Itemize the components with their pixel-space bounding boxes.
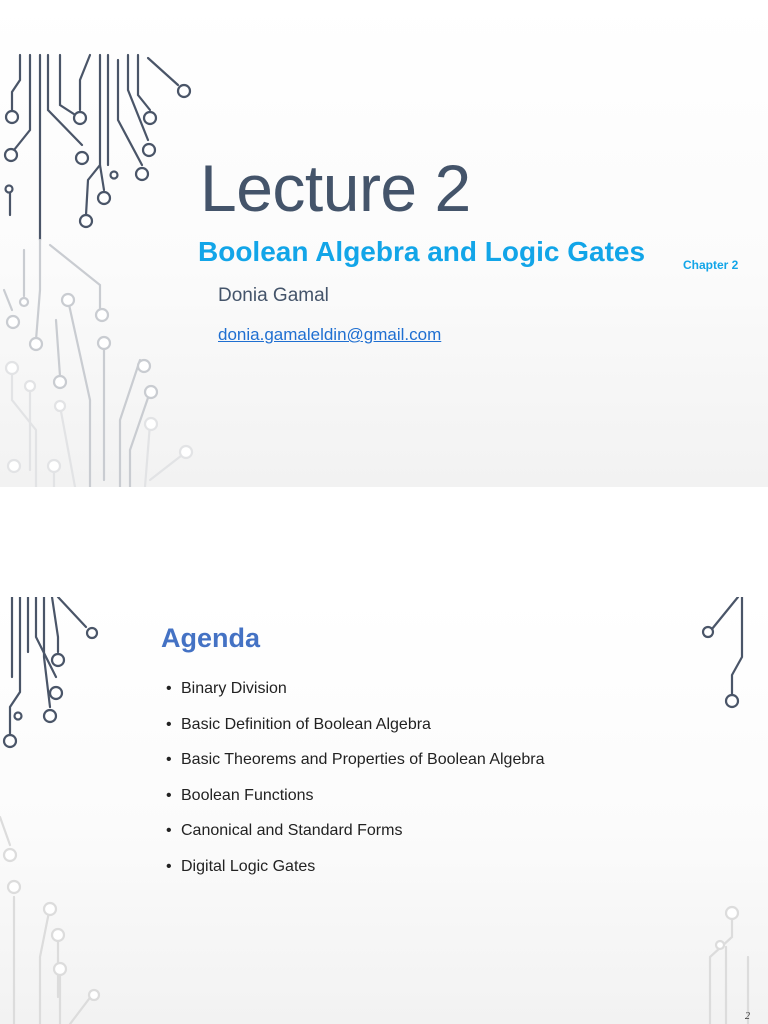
- list-item: • Canonical and Standard Forms: [166, 822, 403, 840]
- chapter-label: Chapter 2: [683, 258, 739, 272]
- title-slide: [0, 0, 768, 487]
- circuit-decoration-icon: [0, 0, 200, 487]
- lecture-title: Lecture 2: [200, 151, 471, 225]
- lecture-subtitle: Boolean Algebra and Logic Gates: [198, 236, 646, 267]
- list-item: • Basic Definition of Boolean Algebra: [166, 715, 431, 733]
- agenda-list: [166, 677, 544, 891]
- author-name: Donia Gamal: [218, 285, 329, 306]
- circuit-decoration-icon: [0, 597, 120, 1024]
- slide-gap: [0, 487, 768, 597]
- page-number: 2: [745, 1011, 750, 1022]
- list-item: • Basic Theorems and Properties of Boolean Algebra: [166, 751, 545, 769]
- agenda-slide: [0, 597, 768, 1024]
- author-email-link[interactable]: donia.gamaleldin@gmail.com: [218, 325, 442, 344]
- circuit-decoration-right-icon: [690, 597, 768, 1024]
- list-item: • Binary Division: [166, 680, 287, 697]
- list-item: • Digital Logic Gates: [166, 857, 316, 875]
- agenda-heading: Agenda: [161, 623, 261, 653]
- list-item: • Boolean Functions: [166, 786, 314, 804]
